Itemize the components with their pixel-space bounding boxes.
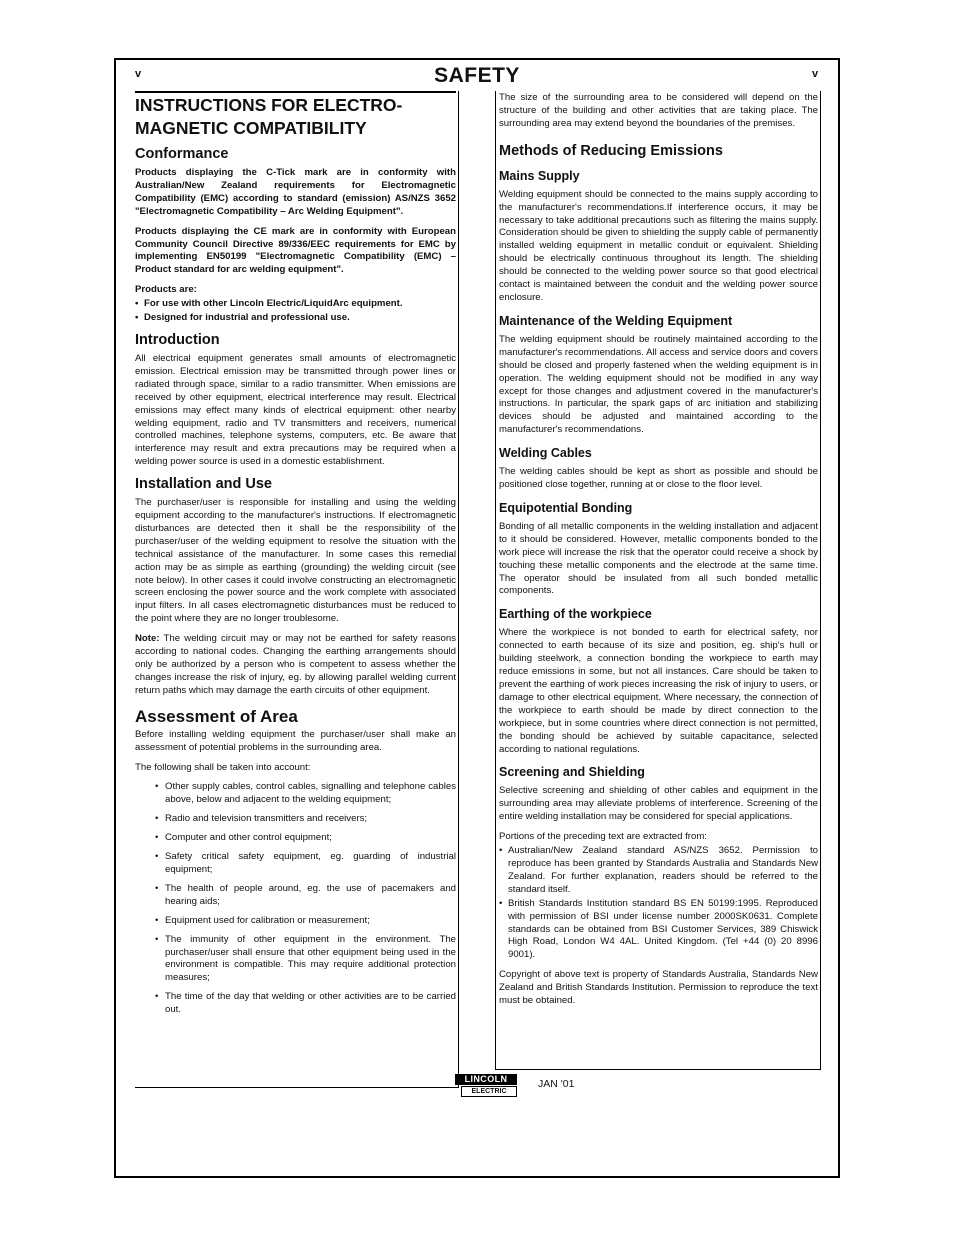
note-text: The welding circuit may or may not be earthed for safety reasons according to national codes. Changing the earthing arrangements should only be authorized by a person who is competent to assess whether the changes increase the risk of injury, eg. by allowing parallel welding current return paths which may damage the earth circuits of other equipment.: [135, 633, 457, 696]
list-item: • The immunity of other equipment in the environment. The purchaser/user shall ensure that other equipment being used in the environment is compatible. This may require additional protection measures;: [155, 934, 456, 986]
sources-list: [499, 845, 818, 962]
screening-heading: Screening and Shielding: [499, 765, 645, 780]
assessment-list: [135, 781, 456, 1017]
list-item: • British Standards Institution standard BS EN 50199:1995. Reproduced with permission of BSI under license number 2000SK0631. Complete standards can be obtained from BSI Customer Services, 389 Chiswick High Road, London W4 4AL. United Kingdom. (Tel +44 (0) 20 8996 9001).: [499, 898, 818, 963]
introduction-heading: Introduction: [135, 331, 220, 348]
mains-supply-heading: Mains Supply: [499, 168, 580, 183]
list-item: • Australian/New Zealand standard AS/NZS 3652. Permission to reproduce has been granted by Standards Australia and Standards New Zealand. For further explanation, readers should be referred to the standard itself.: [499, 845, 818, 897]
lincoln-electric-logo: [455, 1074, 517, 1096]
list-item: • Radio and television transmitters and receivers;: [155, 813, 456, 826]
welding-cables-heading: Welding Cables: [499, 446, 592, 461]
right-column: [495, 91, 821, 1070]
products-list: [135, 298, 456, 325]
maintenance-paragraph: The welding equipment should be routinely maintained according to the manufacturer's recommendations. All access and service doors and covers should be closed and properly fastened when the welding equipment is in operation. The welding equipment should not be modified in any way except for those changes and adjustment covered in the manufacturer's instructions. In particular, the spark gaps of arc initiation and stabilizing devices should be adjusted and maintained according to the manufacturer's recommendations.: [499, 333, 818, 436]
earthing-heading: Earthing of the workpiece: [499, 607, 652, 622]
list-item: • Equipment used for calibration or measurement;: [155, 915, 456, 928]
screening-paragraph: Selective screening and shielding of other cables and equipment in the surrounding area may alleviate problems of interference. Screening of the entire welding installation may be considered for special applications.: [499, 785, 818, 823]
assessment-intro: The following shall be taken into account:: [135, 761, 311, 773]
conformance-heading: Conformance: [135, 146, 229, 162]
welding-cables-paragraph: The welding cables should be kept as short as possible and should be positioned close together, running at or close to the floor level.: [499, 466, 818, 491]
page-title: SAFETY: [434, 64, 520, 87]
installation-heading: Installation and Use: [135, 476, 272, 493]
revision-date: JAN '01: [538, 1078, 575, 1090]
sources-intro: Portions of the preceding text are extracted from:: [499, 831, 707, 843]
note-label: Note:: [135, 633, 160, 645]
list-item: • Designed for industrial and professional use.: [135, 312, 456, 325]
assessment-paragraph: Before installing welding equipment the purchaser/user shall make an assessment of potential problems in the surrounding area.: [135, 728, 456, 753]
left-column: [135, 91, 459, 1088]
mains-supply-paragraph: Welding equipment should be connected to the mains supply according to the manufacturer's recommendations.If interference occurs, it may be necessary to take additional precautions such as filtering the mains supply. Consideration should be given to shielding the supply cable of permanently installed welding equipment in metallic conduit or equivalent. Shielding should be electrically continuous throughout its length. The shielding should be connected to the welding power source so that good electrical contact is maintained between the conduit and the welding power source enclosure.: [499, 188, 818, 303]
equipotential-heading: Equipotential Bonding: [499, 500, 633, 515]
list-item: • Other supply cables, control cables, signalling and telephone cables above, below and adjacent to the welding equipment;: [155, 781, 456, 807]
conformance-ce-paragraph: Products displaying the CE mark are in conformity with European Community Council Directive 89/336/EEC requirements for EMC by implementing EN50199 "Electromagnetic Compatibility (EMC) – Product standard for arc welding equipment".: [135, 225, 456, 276]
surrounding-area-paragraph: The size of the surrounding area to be considered will depend on the structure of the building and other activities that are taking place. The surrounding area may extend beyond the boundaries of the premises.: [499, 92, 818, 129]
copyright-paragraph: Copyright of above text is property of Standards Australia, Standards New Zealand and British Standards Institution. Permission to reproduce the text must be obtained.: [499, 969, 818, 1007]
maintenance-heading: Maintenance of the Welding Equipment: [499, 313, 733, 328]
list-item: • The time of the day that welding or other activities are to be carried out.: [155, 991, 456, 1017]
page-number-left: v: [135, 68, 142, 80]
list-item: • Safety critical safety equipment, eg. guarding of industrial equipment;: [155, 851, 456, 877]
earthing-paragraph: Where the workpiece is not bonded to earth for electrical safety, nor connected to earth because of its size and position, eg. ship's hull or building steelwork, a connection bonding the workpiece to earth may reduce emissions in some, but not all instances. Care should be taken to prevent the earthing of work pieces increasing the risk of injury to users, or damage to other electrical equipment. Where necessary, the connection of the workpiece to earth should be made by direct connection to the workpiece, but in some countries where direct connection is not permitted, the bonding should be achieved by suitable capacitance, selected according to national regulations.: [499, 627, 818, 755]
list-item: • The health of people around, eg. the use of pacemakers and hearing aids;: [155, 883, 456, 909]
list-item: • For use with other Lincoln Electric/LiquidArc equipment.: [135, 298, 456, 311]
emc-main-heading: INSTRUCTIONS FOR ELECTRO-MAGNETIC COMPATIBILITY: [135, 91, 456, 140]
equipotential-paragraph: Bonding of all metallic components in the welding installation and adjacent to it should be considered. However, metallic components bonded to the work piece will increase the risk that the operator could receive a shock by touching these metallic components and the electrode at the same time. The operator should be insulated from all such bonded metallic components.: [499, 520, 818, 597]
list-item: • Computer and other control equipment;: [155, 832, 456, 845]
logo-subtext: ELECTRIC: [461, 1086, 517, 1097]
installation-paragraph: The purchaser/user is responsible for installing and using the welding equipment according to the manufacturer's instructions. If electromagnetic disturbances are detected then it shall be the responsibility of the purchaser/user of the welding equipment to resolve the situation with the technical assistance of the manufacturer. In some cases this remedial action may be as simple as earthing (grounding) the welding circuit (see note below). In other cases it could involve constructing an electromagnetic screen enclosing the power source and the work complete with associated input filters. In all cases electromagnetic disturbances must be reduced to the point where they are no longer troublesome.: [135, 497, 456, 625]
products-label: Products are:: [135, 284, 197, 296]
introduction-paragraph: All electrical equipment generates small amounts of electromagnetic emission. Electrical emission may be transmitted through power lines or radiated through space, similar to a radio transmitter. When emissions are received by other equipment, electrical interference may result. Electrical emissions may effect many kinds of electrical equipment: other nearby welding equipment, radio and TV transmitters and receivers, numerical controlled machines, telephone systems, computers, etc. Be aware that interference may result and extra precautions may be required when a welding power source is used in a domestic establishment.: [135, 352, 456, 468]
page-number-right: v: [812, 68, 819, 80]
logo-wordmark: LINCOLN: [455, 1074, 517, 1085]
installation-note: [135, 633, 456, 698]
methods-heading: Methods of Reducing Emissions: [499, 142, 723, 159]
assessment-heading: Assessment of Area: [135, 706, 298, 726]
conformance-ctick-paragraph: Products displaying the C-Tick mark are in conformity with Australian/New Zealand requirements for Electromagnetic Compatibility (EMC) according to standard (emission) AS/NZS 3652 "Electromagnetic Compatibility – Arc Welding Equipment".: [135, 167, 456, 217]
